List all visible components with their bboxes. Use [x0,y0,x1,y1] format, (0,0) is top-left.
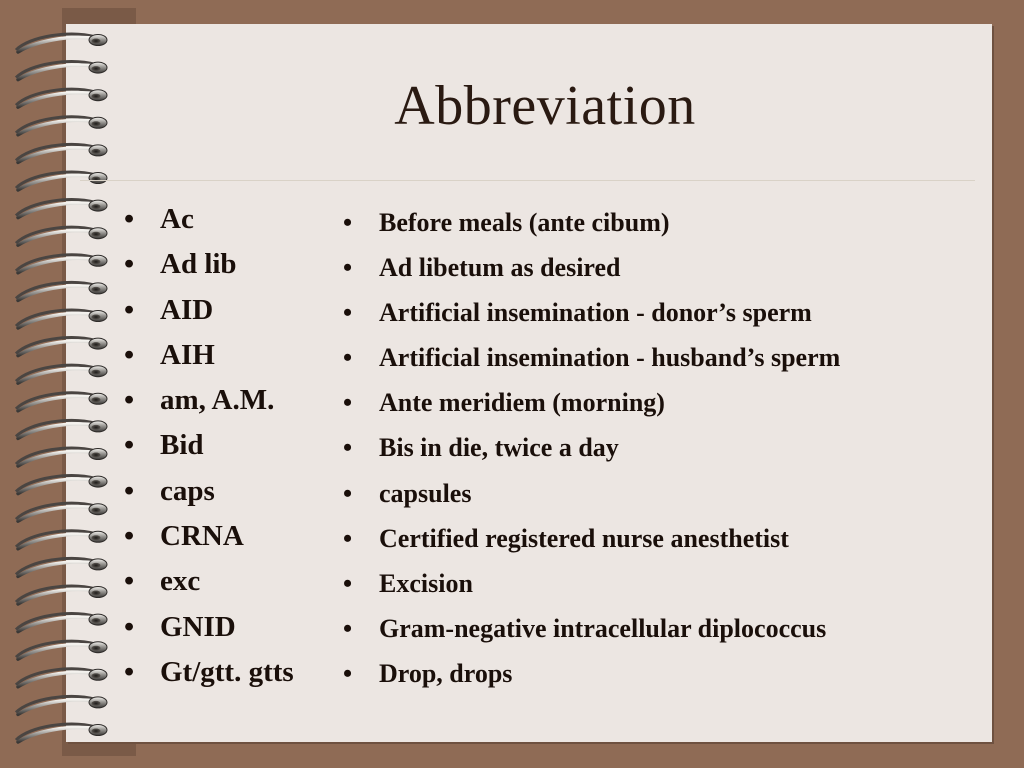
bullet-icon: • [343,343,353,373]
meaning-item [343,296,840,341]
abbreviation-text: am, A.M. [160,384,275,417]
meaning-item [343,522,840,567]
bullet-icon: • [343,433,353,463]
bullet-icon: • [124,293,135,326]
abbreviation-text: caps [160,474,215,507]
meaning-text: Before meals (ante cibum) [379,208,670,237]
binding-coil [16,144,107,162]
meaning-item [343,341,840,386]
binding-coil [16,282,107,300]
bullet-icon: • [124,610,135,643]
abbreviation-item [124,381,294,426]
binding-coil [16,420,107,438]
abbreviation-text: AIH [160,338,215,371]
bullet-icon: • [124,520,135,553]
abbreviation-text: GNID [160,610,236,643]
meaning-text: Ante meridiem (morning) [379,388,665,418]
binding-coil [16,393,107,411]
meaning-text: Drop, drops [379,658,513,688]
abbreviation-text: Ac [160,203,194,235]
meaning-item [343,431,840,476]
meaning-text: Excision [379,568,473,598]
abbreviation-item [124,562,294,607]
binding-coil [16,255,107,273]
binding-coil [16,696,107,714]
meaning-item [343,206,840,251]
bullet-icon: • [343,478,353,508]
binding-coil [16,531,107,549]
abbreviation-text: Bid [160,429,204,462]
abbreviation-item [124,517,294,562]
abbreviation-list [124,200,294,698]
slide-title: Abbreviation [394,75,696,137]
bullet-icon: • [124,655,135,688]
bullet-icon: • [343,658,353,688]
abbreviation-item [124,336,294,381]
binding-coil [16,172,107,190]
binding-coil [16,338,107,356]
meaning-item [343,567,840,612]
binding-coil [16,503,107,521]
meaning-item [343,477,840,522]
abbreviation-text: Ad lib [160,248,237,281]
bullet-icon: • [343,613,353,643]
meaning-text: Ad libetum as desired [379,253,621,283]
meaning-text: Bis in die, twice a day [379,433,619,463]
binding-coil [16,641,107,659]
bullet-icon: • [124,248,135,281]
bullet-icon: • [343,523,353,553]
meaning-text: Artificial insemination - husband’s sperm [379,343,841,373]
meaning-text: Gram-negative intracellular diplococcus [379,613,827,643]
binding-coil [16,448,107,466]
meaning-text: Certified registered nurse anesthetist [379,523,789,553]
bullet-icon: • [124,565,135,598]
abbreviation-item [124,245,294,290]
abbreviation-text: CRNA [160,520,244,553]
abbreviation-item [124,653,294,698]
bullet-icon: • [124,429,135,462]
meaning-item [343,612,840,657]
abbreviation-item [124,426,294,471]
binding-coil [16,227,107,245]
abbreviation-text: AID [160,293,214,326]
meaning-item [343,386,840,431]
binding-coil [16,724,107,742]
bullet-icon: • [343,298,353,328]
abbreviation-item [124,200,294,245]
binding-coil [16,365,107,383]
bullet-icon: • [343,568,353,598]
abbreviation-item [124,472,294,517]
abbreviation-item [124,608,294,653]
meaning-item [343,251,840,296]
abbreviation-text: Gt/gtt. gtts [160,655,294,688]
abbreviation-item [124,291,294,336]
binding-coil [16,310,107,328]
title-divider [80,180,975,181]
bullet-icon: • [124,384,135,417]
binding-coil [16,669,107,687]
bullet-icon: • [343,388,353,418]
binding-coil [16,200,107,218]
abbreviation-text: exc [160,565,201,598]
bullet-icon: • [343,253,353,283]
meaning-list [343,206,840,702]
bullet-icon: • [124,203,135,235]
bullet-icon: • [124,338,135,371]
binding-coil [16,476,107,494]
bullet-icon: • [124,474,135,507]
bullet-icon: • [343,208,353,237]
binding-coil [16,34,107,52]
meaning-text: capsules [379,478,472,508]
binding-coil [16,558,107,576]
binding-coil [16,614,107,632]
meaning-item [343,657,840,702]
meaning-text: Artificial insemination - donor’s sperm [379,298,812,328]
binding-coil [16,586,107,604]
